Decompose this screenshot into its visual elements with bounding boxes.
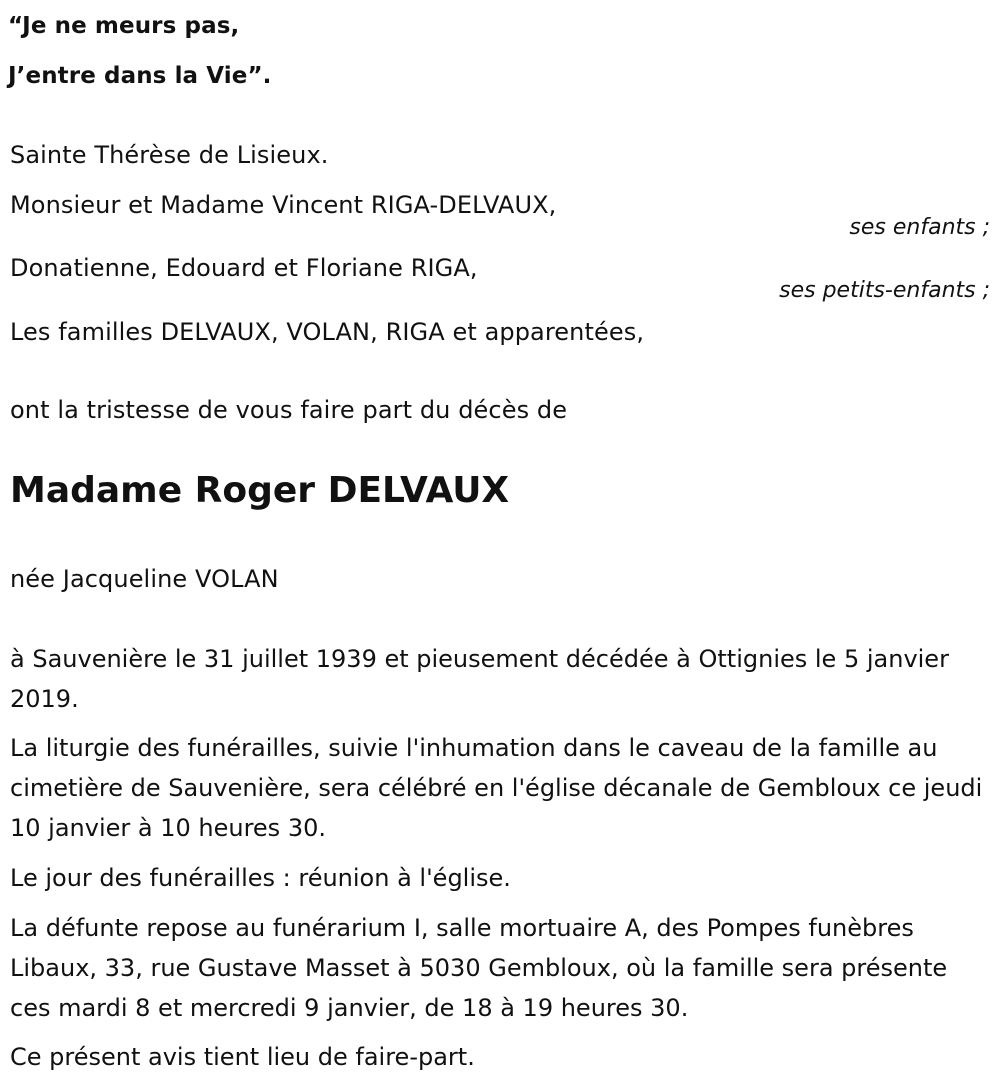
- meeting-paragraph: Le jour des funérailles : réunion à l'église.: [10, 864, 511, 892]
- quote-line-2: J’entre dans la Vie”.: [8, 63, 272, 89]
- grandchildren-role: ses petits-enfants ;: [779, 278, 990, 303]
- notice-paragraph: Ce présent avis tient lieu de faire-part.: [10, 1043, 475, 1071]
- relatives-names: Les familles DELVAUX, VOLAN, RIGA et apparentées,: [10, 318, 645, 346]
- liturgy-paragraph: La liturgie des funérailles, suivie l'inhumation dans le caveau de la famille au cimetière de Sauvenière, sera célébré en l'église décanale de Gembloux ce jeudi 10 janvier à 10 heures 30.: [10, 734, 983, 842]
- children-names: Monsieur et Madame Vincent RIGA-DELVAUX,: [10, 191, 557, 219]
- children-role: ses enfants ;: [849, 215, 990, 240]
- maiden-name: née Jacqueline VOLAN: [10, 565, 279, 593]
- announcement-text: ont la tristesse de vous faire part du décès de: [10, 396, 568, 424]
- quote-line-1: “Je ne meurs pas,: [8, 13, 240, 39]
- resting-paragraph: La défunte repose au funérarium I, salle mortuaire A, des Pompes funèbres Libaux, 33, rue Gustave Masset à 5030 Gembloux, où la famille sera présente ces mardi 8 et mercredi 9 janvier, de 18 à 19 heures 30.: [10, 914, 948, 1022]
- grandchildren-names: Donatienne, Edouard et Floriane RIGA,: [10, 254, 478, 282]
- birth-death-paragraph: à Sauvenière le 31 juillet 1939 et pieusement décédée à Ottignies le 5 janvier 2019.: [10, 645, 949, 713]
- quote-attribution: Sainte Thérèse de Lisieux.: [10, 141, 329, 169]
- deceased-name: Madame Roger DELVAUX: [10, 470, 510, 511]
